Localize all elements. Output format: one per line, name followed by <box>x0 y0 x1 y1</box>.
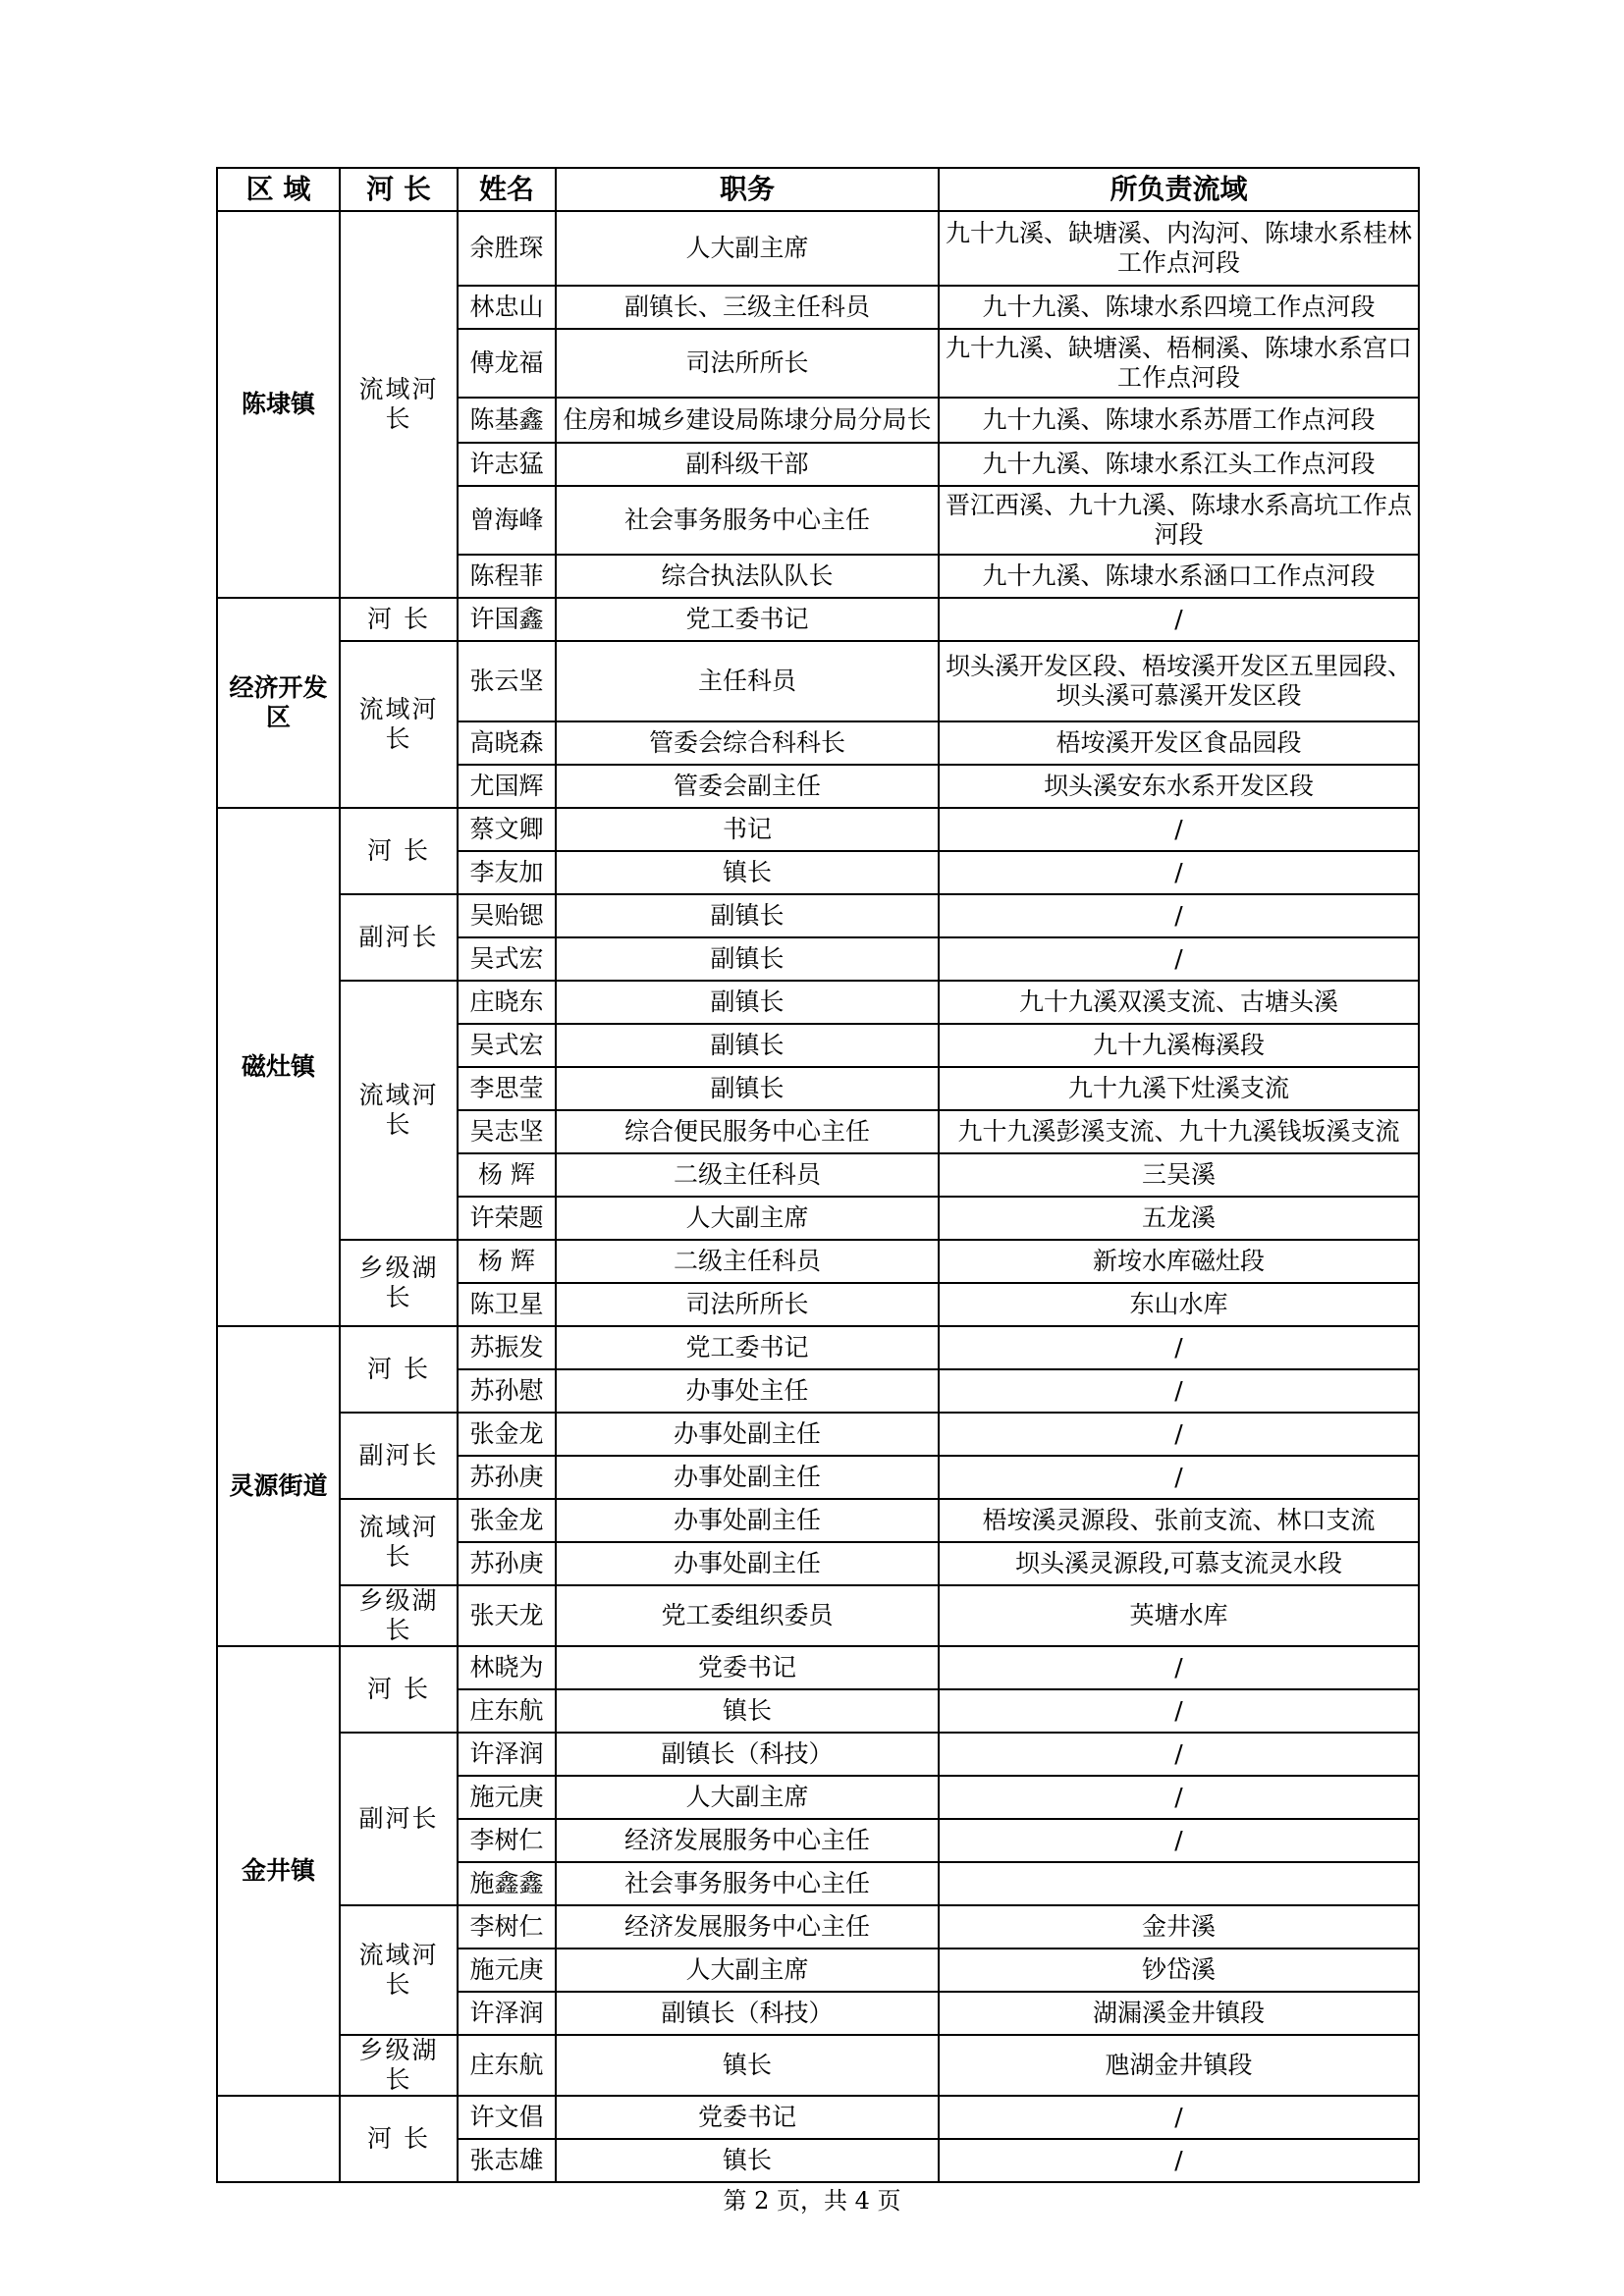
scope-cell: 晋江西溪、九十九溪、陈埭水系高坑工作点河段 <box>939 486 1419 555</box>
header-region: 区 域 <box>217 168 340 211</box>
post-cell: 党委书记 <box>556 2096 939 2139</box>
name-cell: 杨 辉 <box>458 1153 556 1197</box>
name-cell: 庄东航 <box>458 1689 556 1733</box>
post-cell: 二级主任科员 <box>556 1240 939 1283</box>
name-cell: 许泽润 <box>458 1992 556 2035</box>
region-cell: 金井镇 <box>217 1646 340 2096</box>
scope-cell <box>939 1862 1419 1905</box>
role-cell: 流域河长 <box>340 1499 458 1585</box>
post-cell: 办事处主任 <box>556 1369 939 1413</box>
name-cell: 许文倡 <box>458 2096 556 2139</box>
name-cell: 庄晓东 <box>458 981 556 1024</box>
table-row <box>217 1499 1419 1542</box>
role-cell: 副河长 <box>340 1413 458 1499</box>
table-header-row <box>217 168 1419 211</box>
scope-cell: / <box>939 894 1419 937</box>
name-cell: 苏孙庚 <box>458 1456 556 1499</box>
post-cell: 经济发展服务中心主任 <box>556 1819 939 1862</box>
post-cell: 副镇长（科技） <box>556 1733 939 1776</box>
post-cell: 管委会综合科科长 <box>556 721 939 765</box>
post-cell: 二级主任科员 <box>556 1153 939 1197</box>
table-row <box>217 981 1419 1024</box>
name-cell: 张金龙 <box>458 1499 556 1542</box>
scope-cell: / <box>939 1689 1419 1733</box>
post-cell: 经济发展服务中心主任 <box>556 1905 939 1949</box>
name-cell: 施元庚 <box>458 1949 556 1992</box>
post-cell: 镇长 <box>556 2139 939 2182</box>
name-cell: 李树仁 <box>458 1819 556 1862</box>
post-cell: 人大副主席 <box>556 1776 939 1819</box>
name-cell: 蔡文卿 <box>458 808 556 851</box>
role-cell: 河 长 <box>340 1646 458 1733</box>
name-cell: 吴志坚 <box>458 1110 556 1153</box>
scope-cell: 九十九溪、陈埭水系涵口工作点河段 <box>939 555 1419 598</box>
scope-cell: / <box>939 2096 1419 2139</box>
post-cell: 管委会副主任 <box>556 765 939 808</box>
scope-cell: 梧垵溪灵源段、张前支流、林口支流 <box>939 1499 1419 1542</box>
post-cell: 副镇长 <box>556 937 939 981</box>
scope-cell: 坝头溪开发区段、梧垵溪开发区五里园段、坝头溪可慕溪开发区段 <box>939 641 1419 721</box>
scope-cell: 九十九溪下灶溪支流 <box>939 1067 1419 1110</box>
scope-cell: 金井溪 <box>939 1905 1419 1949</box>
table-row <box>217 1905 1419 1949</box>
role-cell: 副河长 <box>340 894 458 981</box>
name-cell: 林忠山 <box>458 286 556 329</box>
post-cell: 住房和城乡建设局陈埭分局分局长 <box>556 398 939 443</box>
scope-cell: / <box>939 1733 1419 1776</box>
post-cell: 办事处副主任 <box>556 1499 939 1542</box>
scope-cell: 九十九溪双溪支流、古塘头溪 <box>939 981 1419 1024</box>
scope-cell: 九十九溪、陈埭水系四境工作点河段 <box>939 286 1419 329</box>
name-cell: 施鑫鑫 <box>458 1862 556 1905</box>
scope-cell: / <box>939 808 1419 851</box>
scope-cell: / <box>939 937 1419 981</box>
scope-cell: 湖漏溪金井镇段 <box>939 1992 1419 2035</box>
name-cell: 苏孙庚 <box>458 1542 556 1585</box>
scope-cell: 东山水库 <box>939 1283 1419 1326</box>
role-cell: 河 长 <box>340 598 458 641</box>
scope-cell: / <box>939 1413 1419 1456</box>
scope-cell: / <box>939 851 1419 894</box>
river-chief-table <box>216 167 1420 2183</box>
post-cell: 副镇长（科技） <box>556 1992 939 2035</box>
role-cell: 河 长 <box>340 2096 458 2182</box>
name-cell: 吴式宏 <box>458 1024 556 1067</box>
post-cell: 副镇长、三级主任科员 <box>556 286 939 329</box>
name-cell: 许荣题 <box>458 1197 556 1240</box>
role-cell: 乡级湖长 <box>340 1585 458 1646</box>
table-row <box>217 1326 1419 1369</box>
role-cell: 乡级湖长 <box>340 1240 458 1326</box>
post-cell: 副科级干部 <box>556 443 939 486</box>
region-cell: 灵源街道 <box>217 1326 340 1646</box>
post-cell: 社会事务服务中心主任 <box>556 1862 939 1905</box>
post-cell: 党工委组织委员 <box>556 1585 939 1646</box>
table-row <box>217 211 1419 286</box>
role-cell: 流域河长 <box>340 211 458 598</box>
scope-cell: 三吴溪 <box>939 1153 1419 1197</box>
post-cell: 人大副主席 <box>556 1949 939 1992</box>
role-cell: 河 长 <box>340 808 458 894</box>
post-cell: 党委书记 <box>556 1646 939 1689</box>
role-cell: 流域河长 <box>340 641 458 808</box>
scope-cell: 九十九溪、陈埭水系苏厝工作点河段 <box>939 398 1419 443</box>
name-cell: 吴式宏 <box>458 937 556 981</box>
name-cell: 庄东航 <box>458 2035 556 2096</box>
header-post: 职务 <box>556 168 939 211</box>
table-row <box>217 1413 1419 1456</box>
name-cell: 傅龙福 <box>458 329 556 398</box>
post-cell: 镇长 <box>556 1689 939 1733</box>
post-cell: 办事处副主任 <box>556 1413 939 1456</box>
name-cell: 曾海峰 <box>458 486 556 555</box>
scope-cell: / <box>939 1456 1419 1499</box>
role-cell: 流域河长 <box>340 1905 458 2035</box>
scope-cell: / <box>939 1776 1419 1819</box>
scope-cell: / <box>939 2139 1419 2182</box>
scope-cell: 新垵水库磁灶段 <box>939 1240 1419 1283</box>
scope-cell: 九十九溪梅溪段 <box>939 1024 1419 1067</box>
role-cell: 流域河长 <box>340 981 458 1240</box>
name-cell: 苏振发 <box>458 1326 556 1369</box>
post-cell: 人大副主席 <box>556 211 939 286</box>
name-cell: 施元庚 <box>458 1776 556 1819</box>
region-cell <box>217 2096 340 2182</box>
post-cell: 综合便民服务中心主任 <box>556 1110 939 1153</box>
role-cell: 乡级湖长 <box>340 2035 458 2096</box>
post-cell: 司法所所长 <box>556 329 939 398</box>
name-cell: 尤国辉 <box>458 765 556 808</box>
scope-cell: 九十九溪、缺塘溪、内沟河、陈埭水系桂林工作点河段 <box>939 211 1419 286</box>
post-cell: 社会事务服务中心主任 <box>556 486 939 555</box>
scope-cell: 九十九溪、陈埭水系江头工作点河段 <box>939 443 1419 486</box>
name-cell: 张云坚 <box>458 641 556 721</box>
name-cell: 林晓为 <box>458 1646 556 1689</box>
post-cell: 综合执法队队长 <box>556 555 939 598</box>
table-row <box>217 1585 1419 1646</box>
name-cell: 张天龙 <box>458 1585 556 1646</box>
page-footer: 第 2 页，共 4 页 <box>723 2187 901 2215</box>
post-cell: 主任科员 <box>556 641 939 721</box>
scope-cell: 梧垵溪开发区食品园段 <box>939 721 1419 765</box>
name-cell: 李友加 <box>458 851 556 894</box>
name-cell: 许志猛 <box>458 443 556 486</box>
name-cell: 张志雄 <box>458 2139 556 2182</box>
post-cell: 党工委书记 <box>556 1326 939 1369</box>
table-row <box>217 1733 1419 1776</box>
post-cell: 司法所所长 <box>556 1283 939 1326</box>
header-name: 姓名 <box>458 168 556 211</box>
scope-cell: / <box>939 1819 1419 1862</box>
name-cell: 许国鑫 <box>458 598 556 641</box>
scope-cell: 五龙溪 <box>939 1197 1419 1240</box>
table-row <box>217 2035 1419 2096</box>
table-row <box>217 2096 1419 2139</box>
name-cell: 苏孙慰 <box>458 1369 556 1413</box>
scope-cell: 坝头溪安东水系开发区段 <box>939 765 1419 808</box>
post-cell: 镇长 <box>556 851 939 894</box>
scope-cell: / <box>939 1369 1419 1413</box>
scope-cell: / <box>939 598 1419 641</box>
post-cell: 书记 <box>556 808 939 851</box>
scope-cell: / <box>939 1326 1419 1369</box>
scope-cell: 坝头溪灵源段,可慕支流灵水段 <box>939 1542 1419 1585</box>
scope-cell: 九十九溪彭溪支流、九十九溪钱坂溪支流 <box>939 1110 1419 1153</box>
post-cell: 副镇长 <box>556 1024 939 1067</box>
scope-cell: 钞岱溪 <box>939 1949 1419 1992</box>
table-row <box>217 598 1419 641</box>
region-cell: 磁灶镇 <box>217 808 340 1326</box>
header-role: 河 长 <box>340 168 458 211</box>
table-row <box>217 1646 1419 1689</box>
name-cell: 余胜琛 <box>458 211 556 286</box>
post-cell: 镇长 <box>556 2035 939 2096</box>
name-cell: 陈卫星 <box>458 1283 556 1326</box>
name-cell: 陈基鑫 <box>458 398 556 443</box>
scope-cell: / <box>939 1646 1419 1689</box>
scope-cell: 九十九溪、缺塘溪、梧桐溪、陈埭水系宫口工作点河段 <box>939 329 1419 398</box>
table-row <box>217 1240 1419 1283</box>
table-row <box>217 641 1419 721</box>
name-cell: 张金龙 <box>458 1413 556 1456</box>
name-cell: 李树仁 <box>458 1905 556 1949</box>
name-cell: 许泽润 <box>458 1733 556 1776</box>
name-cell: 陈程菲 <box>458 555 556 598</box>
post-cell: 副镇长 <box>556 981 939 1024</box>
name-cell: 杨 辉 <box>458 1240 556 1283</box>
name-cell: 吴贻锶 <box>458 894 556 937</box>
role-cell: 河 长 <box>340 1326 458 1413</box>
table-row <box>217 808 1419 851</box>
post-cell: 副镇长 <box>556 1067 939 1110</box>
name-cell: 李思莹 <box>458 1067 556 1110</box>
post-cell: 办事处副主任 <box>556 1456 939 1499</box>
role-cell: 副河长 <box>340 1733 458 1905</box>
scope-cell: 英塘水库 <box>939 1585 1419 1646</box>
header-scope: 所负责流域 <box>939 168 1419 211</box>
post-cell: 党工委书记 <box>556 598 939 641</box>
post-cell: 办事处副主任 <box>556 1542 939 1585</box>
post-cell: 副镇长 <box>556 894 939 937</box>
region-cell: 经济开发区 <box>217 598 340 808</box>
table-row <box>217 894 1419 937</box>
scope-cell: 虺湖金井镇段 <box>939 2035 1419 2096</box>
name-cell: 高晓森 <box>458 721 556 765</box>
post-cell: 人大副主席 <box>556 1197 939 1240</box>
region-cell: 陈埭镇 <box>217 211 340 598</box>
